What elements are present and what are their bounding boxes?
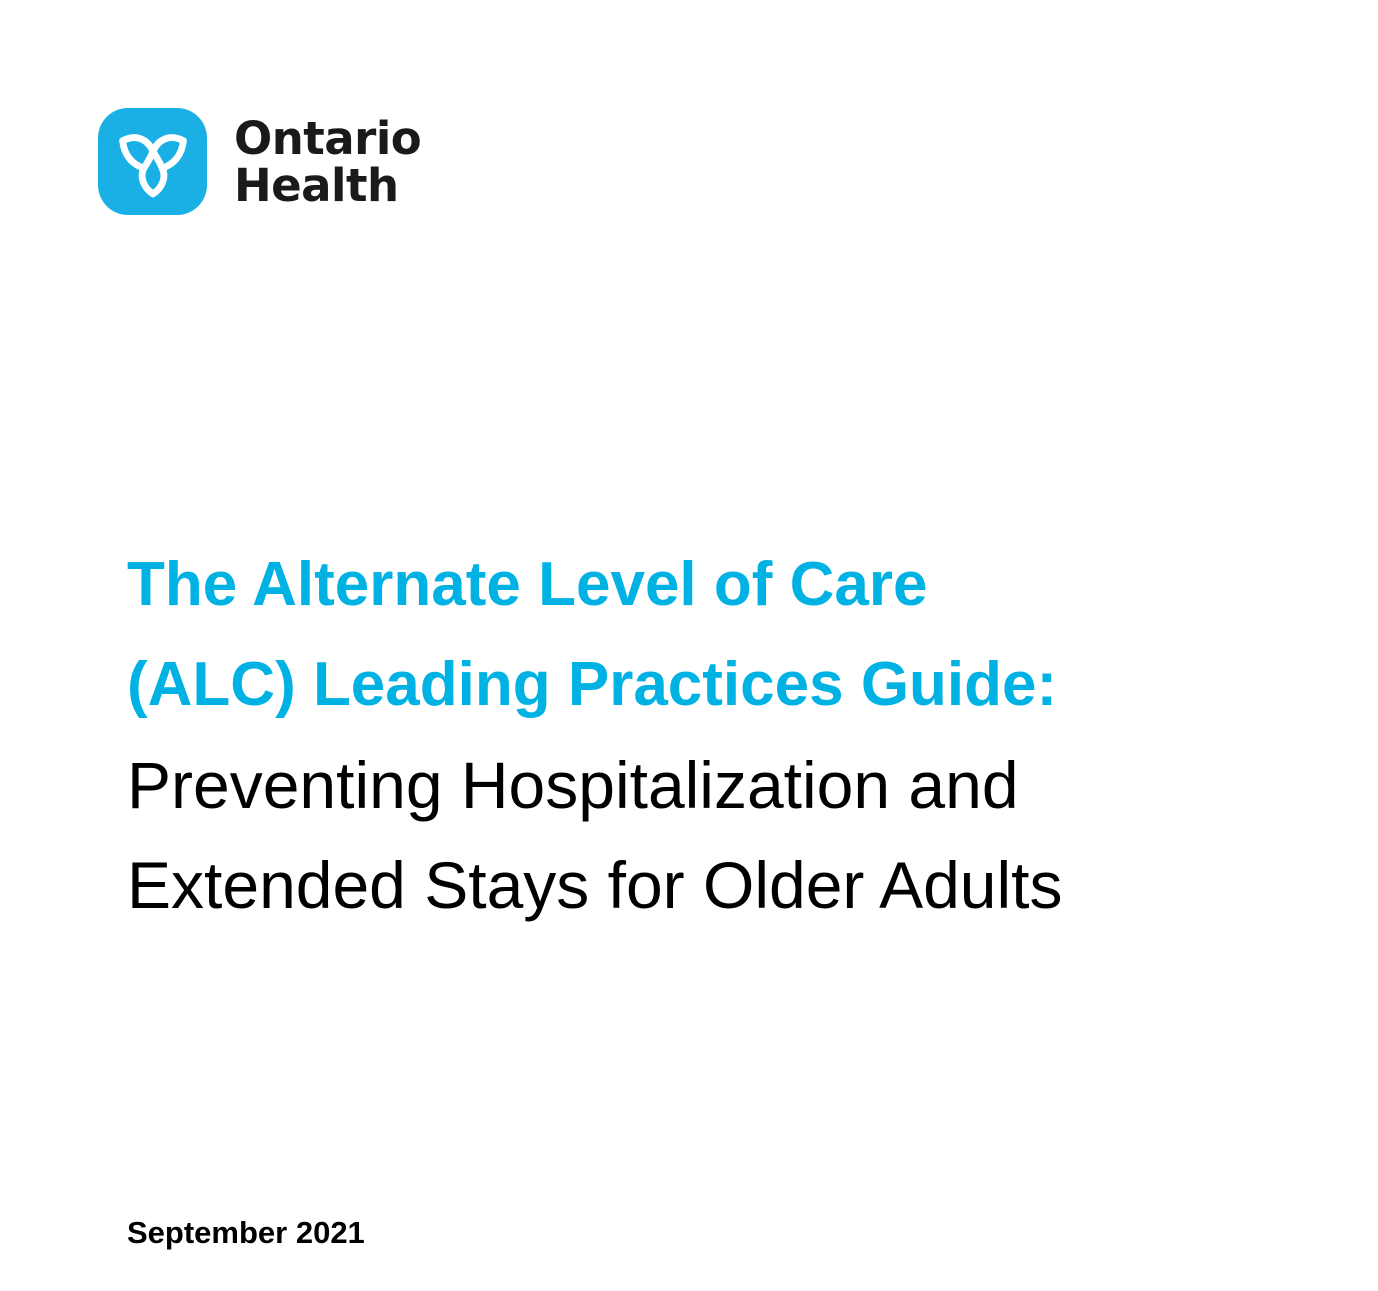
logo-wordmark xyxy=(234,111,422,212)
subtitle-line-2: Extended Stays for Older Adults xyxy=(127,848,1063,922)
publication-date: September 2021 xyxy=(127,1215,365,1250)
title-line-2: (ALC) Leading Practices Guide: xyxy=(127,650,1058,719)
trillium-icon xyxy=(98,108,207,215)
ontario-health-logo xyxy=(98,108,421,215)
logo-text-ontario: Ontario xyxy=(234,111,422,165)
title-line-1: The Alternate Level of Care xyxy=(127,550,928,619)
document-title xyxy=(127,535,1277,935)
subtitle-line-1: Preventing Hospitalization and xyxy=(127,748,1019,822)
logo-text-health: Health xyxy=(234,158,399,212)
